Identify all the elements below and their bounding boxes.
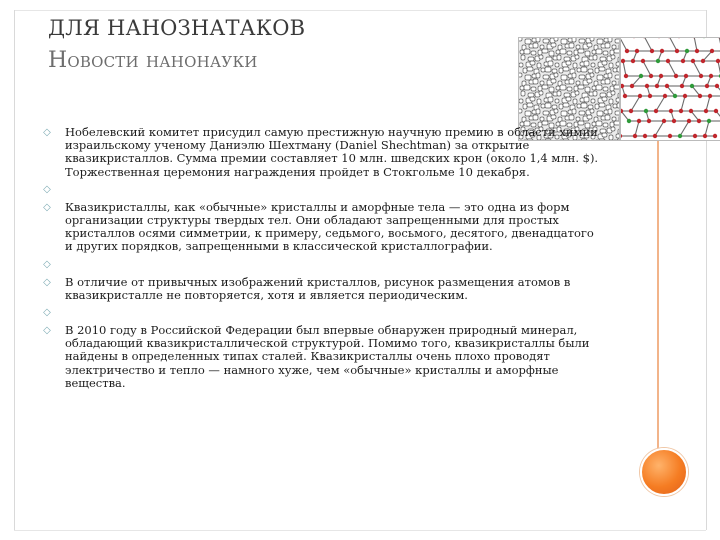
orange-circle-decoration — [640, 448, 688, 496]
list-item-text: Нобелевский комитет присудил самую престижную научную премию в области химии израильскому ученому Даниэлю Шехтману (Daniel Shechtman) за открытие квазикристаллов. Сумма премии составляет 10 млн. шведских крон (около 1,4 млн. $). Торжественная церемония награждения пройдет в Стокгольме 10 декабря. — [65, 125, 599, 179]
list-item-empty — [41, 183, 601, 197]
diamond-bullet-icon: ◇ — [43, 127, 51, 138]
list-item — [41, 324, 601, 390]
list-item-empty — [41, 306, 601, 320]
diamond-bullet-icon: ◇ — [43, 325, 51, 337]
list-item-text: В 2010 году в Российской Федерации был впервые обнаружен природный минерал, обладающий квазикристаллической структурой. Помимо того, квазикристаллы были найдены в определенных типах сталей. Квазикристаллы очень плохо проводят электричество и тепло — намного хуже, чем «обычные» кристаллы и аморфные вещества. — [65, 323, 590, 390]
list-item-empty — [41, 258, 601, 272]
list-item — [41, 276, 601, 302]
diamond-bullet-icon: ◇ — [43, 183, 51, 195]
slide-title: ДЛЯ НАНОЗНАТАКОВ — [48, 16, 306, 40]
list-item — [41, 126, 601, 179]
list-item — [41, 201, 601, 254]
slide-subtitle: Новости нанонауки — [48, 48, 258, 73]
list-item-text: Квазикристаллы, как «обычные» кристаллы и аморфные тела — это одна из форм организации структуры твердых тел. Они обладают запрещенными для простых кристаллов осями симметрии, к примеру, седьмого, восьмого, десятого, двенадцатого и других порядков, запрещенными в классической кристаллографии. — [65, 199, 594, 254]
bullet-list — [41, 126, 601, 390]
list-item-text: В отличие от привычных изображений кристаллов, рисунок размещения атомов в квазикристалле не повторяется, хотя и является периодическим. — [65, 274, 571, 302]
diamond-bullet-icon: ◇ — [43, 201, 51, 213]
slide-frame-top — [14, 10, 706, 11]
atomic-structure-image — [620, 37, 720, 141]
diamond-bullet-icon: ◇ — [43, 276, 51, 288]
slide-frame-bottom — [14, 530, 706, 531]
diamond-bullet-icon: ◇ — [43, 258, 51, 270]
diamond-bullet-icon: ◇ — [43, 307, 51, 319]
slide-frame-left — [14, 10, 15, 530]
